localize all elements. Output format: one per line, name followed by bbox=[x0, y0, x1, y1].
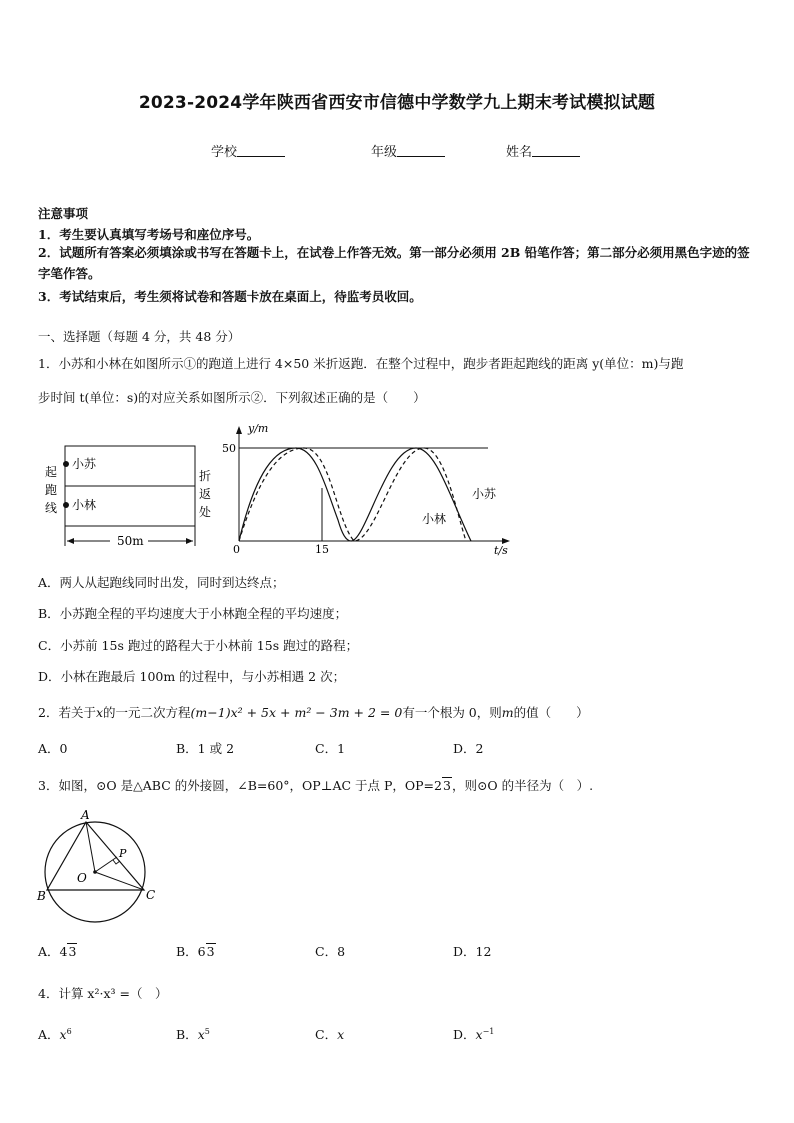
school-field bbox=[211, 141, 285, 160]
runner-dot-top bbox=[63, 461, 69, 467]
label-c: C bbox=[146, 888, 156, 902]
label-b: B bbox=[37, 889, 46, 903]
q3-option-d: D．12 bbox=[453, 944, 492, 959]
lin-curve-label: 小林 bbox=[422, 512, 447, 526]
q4-option-d-base: x bbox=[475, 1027, 483, 1042]
page-title: 2023-2024学年陕西省西安市信德中学数学九上期末考试模拟试题 bbox=[138, 93, 656, 113]
q2-option-b: B．1 或 2 bbox=[176, 741, 235, 756]
runner-top-label: 小苏 bbox=[72, 457, 97, 471]
center-point bbox=[93, 870, 97, 874]
dim-arrow-left bbox=[67, 538, 74, 544]
q4-option-b-exp: 5 bbox=[204, 1026, 210, 1036]
q4-option-c-base: x bbox=[337, 1027, 345, 1042]
q3-option-a-sqrt: 3 bbox=[68, 944, 77, 959]
start-label-1: 起 bbox=[45, 465, 58, 479]
note-item: 3．考试结束后，考生须将试卷和答题卡放在桌面上，待监考员收回。 bbox=[38, 289, 422, 304]
q4-option-a-label: A． bbox=[38, 1027, 60, 1042]
runner-dot-bottom bbox=[63, 502, 69, 508]
q3-option-c: C．8 bbox=[315, 944, 346, 959]
x-tick-15: 15 bbox=[315, 543, 329, 556]
q4-option-a-base: x bbox=[59, 1027, 67, 1042]
triangle-abc bbox=[47, 822, 144, 890]
section-heading: 一、选择题（每题 4 分，共 48 分） bbox=[38, 329, 241, 344]
q3-option-b bbox=[176, 942, 216, 960]
q1-option-a: A．两人从起跑线同时出发，同时到达终点； bbox=[38, 575, 285, 590]
q3-text-b: ，则⊙O 的半径为（ ）. bbox=[451, 778, 594, 793]
q4-option-c bbox=[315, 1025, 344, 1043]
q3-option-b-label: B．6 bbox=[176, 944, 206, 959]
su-curve-label: 小苏 bbox=[472, 487, 497, 501]
segment-oa bbox=[86, 822, 95, 872]
q2-equation: (m−1)x² + 5x + m² − 3m + 2 = 0 bbox=[190, 705, 403, 720]
q1-option-c: C．小苏前 15s 跑过的路程大于小林前 15s 跑过的路程； bbox=[38, 638, 359, 653]
q4-option-a bbox=[38, 1025, 72, 1043]
width-label: 50m bbox=[117, 534, 144, 548]
q2-option-c: C．1 bbox=[315, 741, 346, 756]
grade-field bbox=[371, 141, 445, 160]
q2-suffix: 有一个根为 0，则 bbox=[402, 705, 502, 720]
q4-option-a-exp: 6 bbox=[66, 1026, 72, 1036]
track-figure bbox=[38, 438, 228, 553]
name-label: 姓名 bbox=[506, 145, 533, 160]
q4-option-d-exp: −1 bbox=[482, 1026, 495, 1036]
q3-text bbox=[38, 776, 593, 794]
origin-label: 0 bbox=[233, 543, 240, 556]
q2-option-a: A．0 bbox=[38, 741, 68, 756]
q1-text-line1: 1．小苏和小林在如图所示①的跑道上进行 4×50 米折返跑．在整个过程中，跑步者距起跑线的距离 y(单位：m)与跑 bbox=[38, 356, 684, 371]
q4-text: 4．计算 x²·x³ =（ ） bbox=[38, 986, 168, 1001]
q4-option-d-label: D． bbox=[453, 1027, 476, 1042]
note-item: 2．试题所有答案必须填涂或书写在答题卡上，在试卷上作答无效。第一部分必须用 2B 铅笔作答；第二部分必须用黑色字迹的签字笔作答。 bbox=[38, 245, 750, 281]
q3-option-a bbox=[38, 942, 77, 960]
q4-option-c-label: C． bbox=[315, 1027, 338, 1042]
notes-heading: 注意事项 bbox=[38, 206, 89, 221]
circumcircle-figure bbox=[34, 808, 159, 930]
turn-label-3: 处 bbox=[199, 505, 212, 519]
label-a: A bbox=[81, 808, 90, 822]
q2-prefix: 2．若关于 bbox=[38, 705, 96, 720]
dim-arrow-right bbox=[186, 538, 193, 544]
q4-option-d bbox=[453, 1025, 494, 1043]
q1-option-b: B．小苏跑全程的平均速度大于小林跑全程的平均速度； bbox=[38, 606, 348, 621]
q3-option-a-label: A．4 bbox=[38, 944, 68, 959]
name-field bbox=[506, 141, 580, 160]
q3-option-b-sqrt: 3 bbox=[206, 944, 215, 959]
q4-option-b bbox=[176, 1025, 210, 1043]
label-o: O bbox=[77, 871, 87, 885]
q2-mid: 的一元二次方程 bbox=[103, 705, 191, 720]
label-p: P bbox=[119, 847, 127, 860]
distance-time-graph bbox=[222, 420, 516, 560]
turn-label-2: 返 bbox=[199, 487, 212, 501]
turn-label-1: 折 bbox=[199, 469, 212, 483]
q1-option-d: D．小林在跑最后 100m 的过程中，与小苏相遇 2 次； bbox=[38, 669, 346, 684]
start-label-2: 跑 bbox=[45, 483, 58, 497]
name-blank bbox=[532, 144, 580, 157]
y-tick-50: 50 bbox=[222, 442, 236, 455]
q4-option-b-base: x bbox=[197, 1027, 205, 1042]
q2-option-d: D．2 bbox=[453, 741, 484, 756]
segment-op bbox=[95, 857, 117, 872]
q2-text bbox=[38, 703, 589, 721]
curve-lin bbox=[239, 448, 466, 541]
school-blank bbox=[237, 144, 285, 157]
grade-blank bbox=[397, 144, 445, 157]
q1-text-line2: 步时间 t(单位：s)的对应关系如图所示②．下列叙述正确的是（ ） bbox=[38, 390, 426, 405]
curve-su bbox=[239, 448, 471, 541]
q2-var-m: m bbox=[501, 705, 514, 720]
q3-sqrt: 3 bbox=[442, 778, 451, 793]
start-label-3: 线 bbox=[45, 501, 58, 515]
y-axis-arrow bbox=[236, 426, 242, 434]
grade-label: 年级 bbox=[371, 145, 398, 160]
q2-end: 的值（ ） bbox=[513, 705, 589, 720]
note-item: 1．考生要认真填写考场号和座位序号。 bbox=[38, 227, 260, 242]
y-axis-label: y/m bbox=[248, 422, 269, 435]
q4-option-b-label: B． bbox=[176, 1027, 198, 1042]
runner-bottom-label: 小林 bbox=[72, 498, 97, 512]
school-label: 学校 bbox=[211, 145, 238, 160]
q3-text-a: 3．如图，⊙O 是△ABC 的外接圆，∠B=60°，OP⊥AC 于点 P，OP=2 bbox=[38, 778, 442, 793]
x-axis-label: t/s bbox=[494, 544, 508, 557]
q2-var-x: x bbox=[95, 705, 104, 720]
